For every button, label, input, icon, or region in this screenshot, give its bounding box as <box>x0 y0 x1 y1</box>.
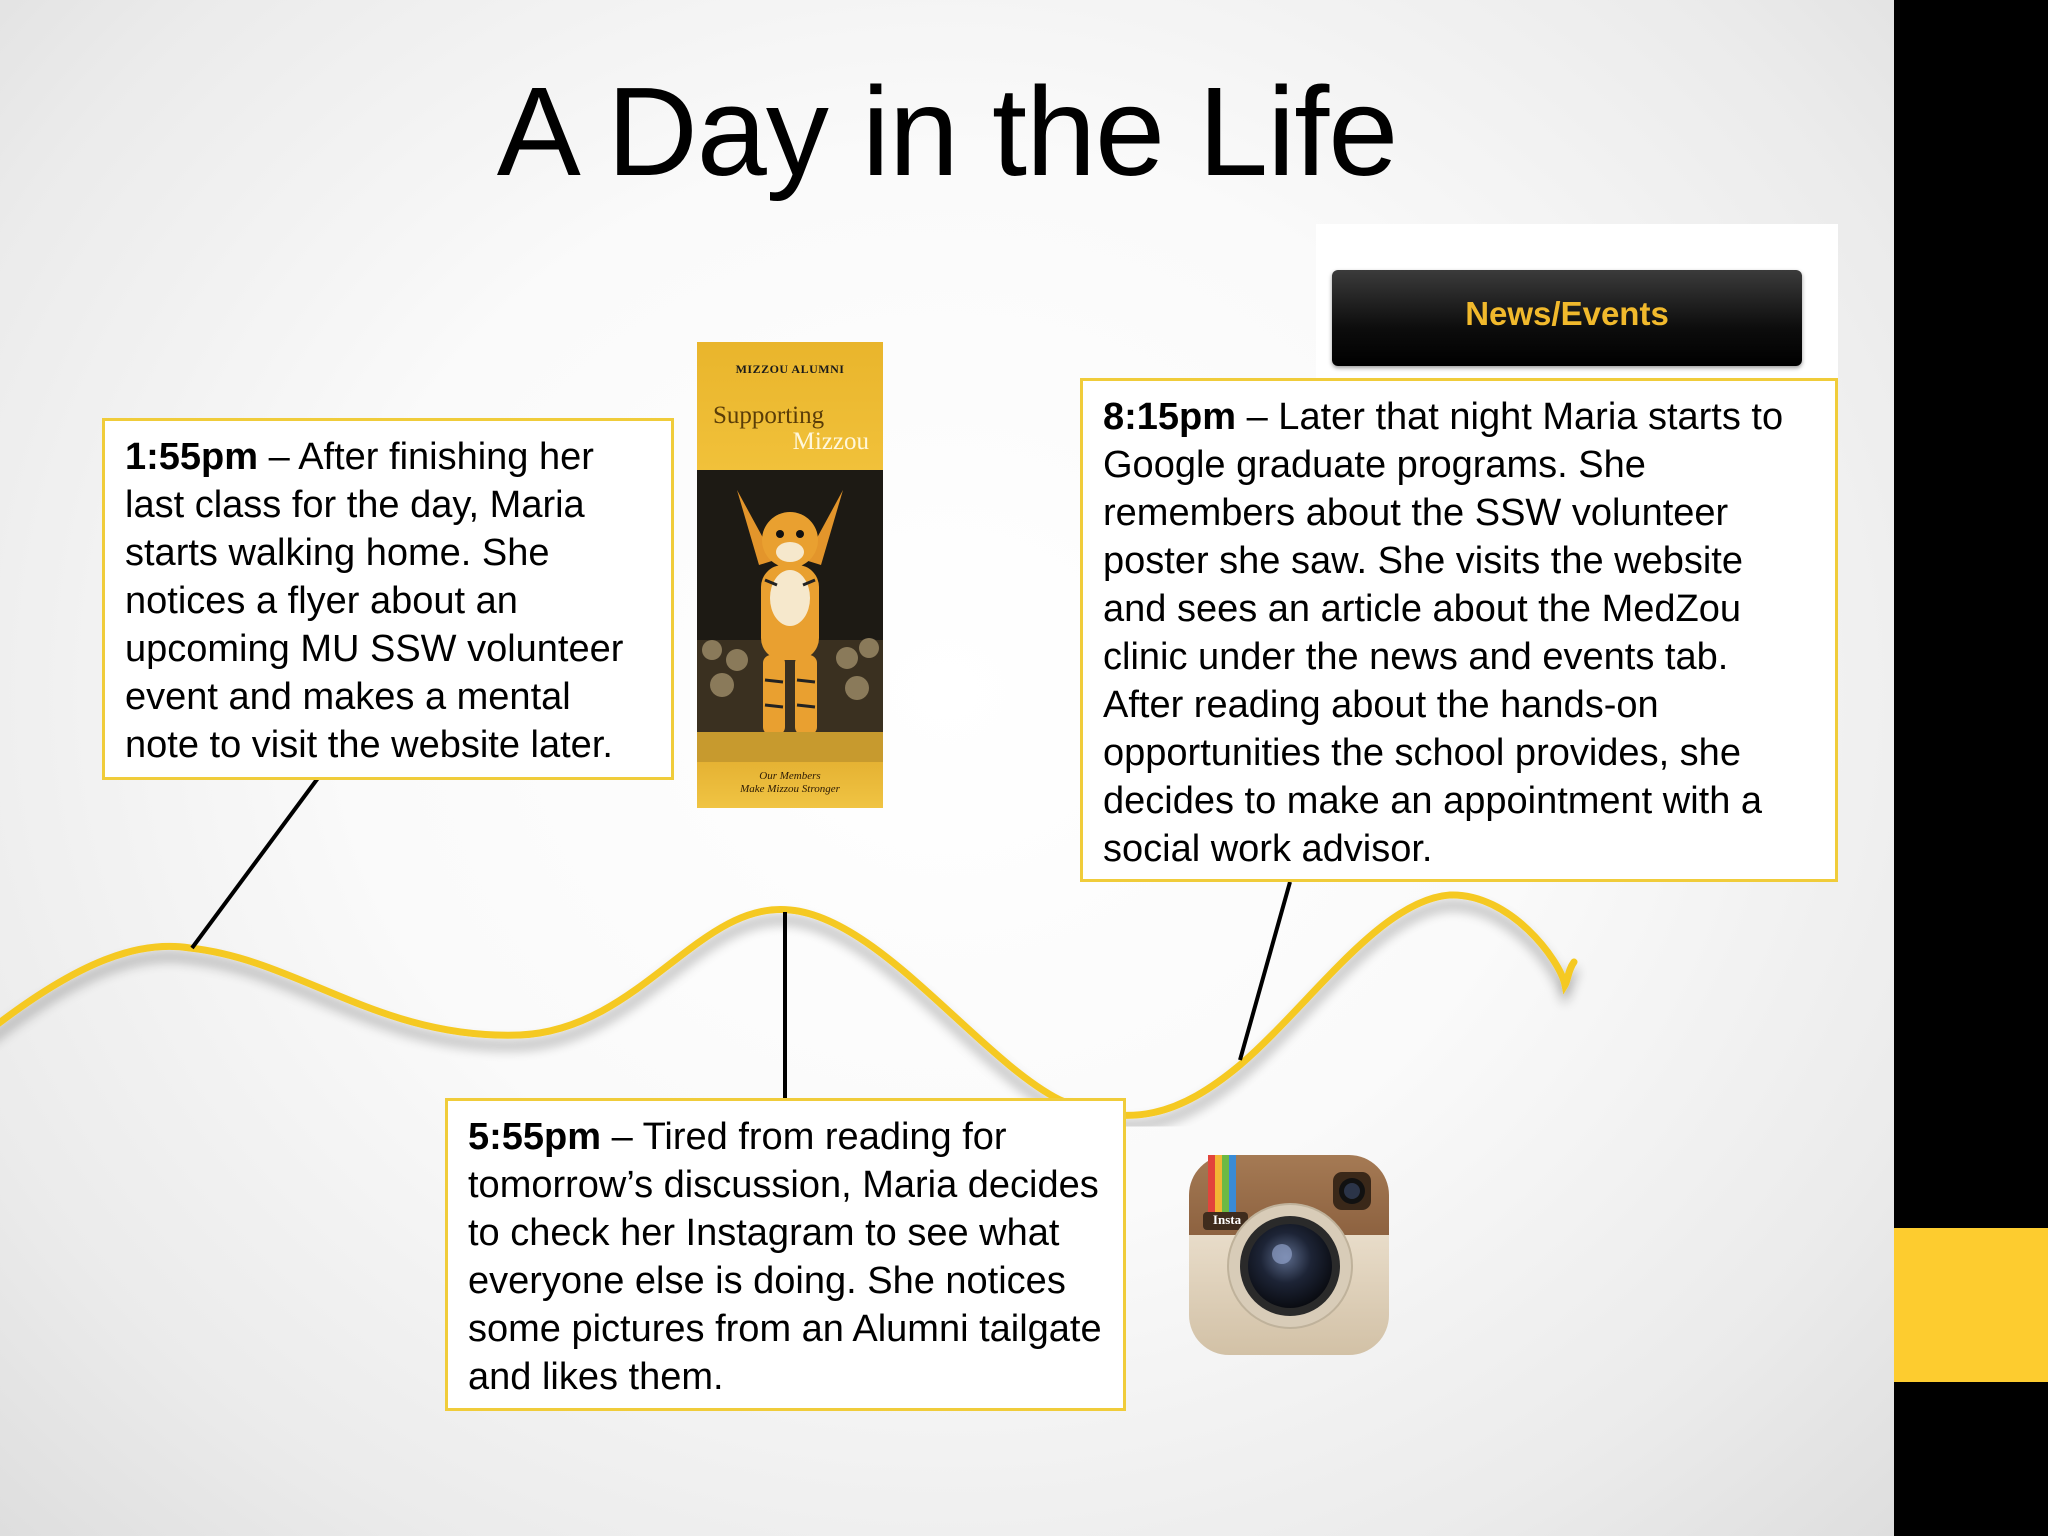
event-time: 5:55pm <box>468 1116 602 1158</box>
brochure-header <box>697 342 883 470</box>
event-time: 8:15pm <box>1103 396 1237 438</box>
instagram-label: Insta <box>1212 1212 1242 1227</box>
event-text: – Tired from reading for tomorrow’s discussion, Maria decides to check her Instagram to see what everyone else is doing. She notices some pictures from an Alumni tailgate and likes them. <box>468 1116 1102 1398</box>
event-box-1 <box>102 418 674 780</box>
connector-3 <box>1240 882 1290 1060</box>
tiger-mascot-illustration <box>697 470 883 762</box>
event-text: – Later that night Maria starts to Google graduate programs. She remembers about the SSW volunteer poster she saw. She visits the website and sees an article about the MedZou clinic under the news and events tab. After reading about the hands-on opportunities the school provides, she decides to make an appointment with a social work advisor. <box>1103 396 1784 870</box>
instagram-icon <box>1188 1154 1390 1356</box>
brochure-org: MIZZOU ALUMNI <box>735 362 845 376</box>
sidebar-accent-block <box>1894 1228 2048 1382</box>
news-events-label: News/Events <box>1465 295 1669 332</box>
slide-title: A Day in the Life <box>496 61 1398 202</box>
news-events-button <box>1332 270 1802 366</box>
event-time: 1:55pm <box>125 436 259 478</box>
event-box-2 <box>445 1098 1126 1411</box>
alumni-brochure-image <box>697 342 883 808</box>
brochure-footer-line-1: Our Members <box>759 770 821 782</box>
brochure-headline-2: Mizzou <box>792 428 869 455</box>
event-box-3 <box>1080 378 1838 882</box>
brochure-headline-1: Supporting <box>713 402 825 429</box>
connector-1 <box>192 778 318 948</box>
brochure-footer-line-2: Make Mizzou Stronger <box>740 783 840 795</box>
event-text: – After finishing her last class for the day, Maria starts walking home. She notices a flyer about an upcoming MU SSW volunteer event and makes a mental note to visit the website later. <box>125 436 624 766</box>
brochure-footer <box>697 762 883 808</box>
